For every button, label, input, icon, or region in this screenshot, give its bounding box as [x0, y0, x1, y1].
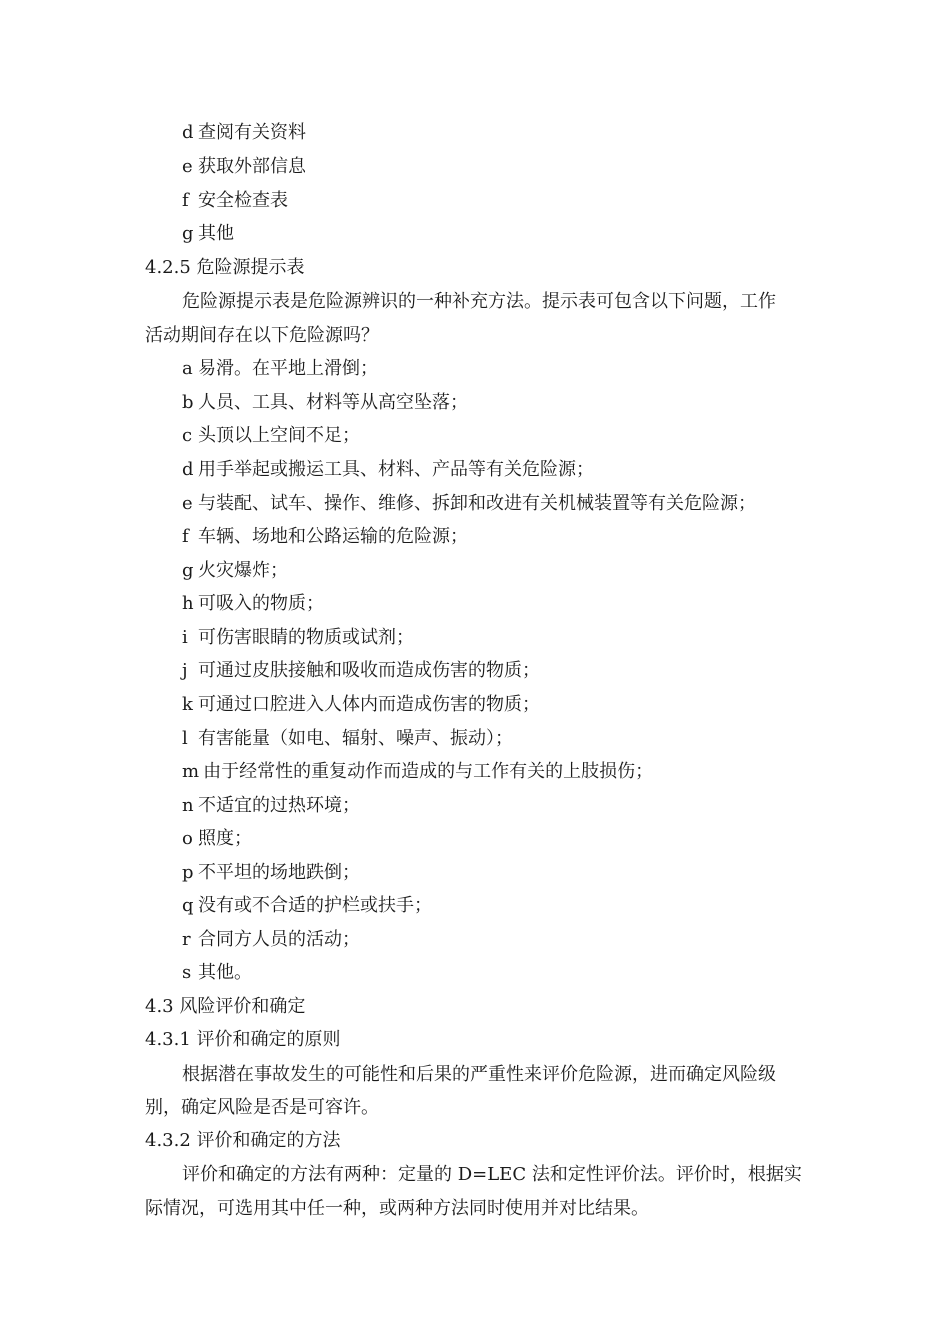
list-item-letter: d	[182, 122, 194, 143]
list-item	[182, 525, 468, 549]
section-heading: 4.2.5 危险源提示表	[145, 257, 305, 278]
list-item	[182, 189, 288, 213]
list-item-text: 其他。	[198, 962, 252, 983]
list-item-letter: e	[182, 156, 193, 177]
list-item-text: 易滑。在平地上滑倒；	[198, 358, 378, 379]
list-item-letter: j	[182, 660, 188, 681]
section-heading: 4.3.1 评价和确定的原则	[145, 1029, 341, 1050]
list-item	[182, 760, 653, 784]
list-item	[182, 894, 432, 918]
list-item-text: 有害能量（如电、辐射、噪声、振动）；	[198, 728, 513, 749]
list-item-letter: e	[182, 493, 193, 514]
list-item-text: 可伤害眼睛的物质或试剂；	[198, 627, 414, 648]
list-item-text: 与装配、试车、操作、维修、拆卸和改进有关机械装置等有关危险源；	[198, 493, 756, 514]
list-item-letter: k	[182, 694, 193, 715]
section-heading: 4.3.2 评价和确定的方法	[145, 1130, 341, 1151]
list-item-text: 其他	[198, 223, 234, 244]
list-item	[182, 928, 360, 952]
list-item	[182, 357, 378, 381]
list-item-text: 可通过口腔进入人体内而造成伤害的物质；	[198, 694, 540, 715]
paragraph-line: 别，确定风险是否是可容许。	[145, 1097, 379, 1118]
paragraph-line: 根据潜在事故发生的可能性和后果的严重性来评价危险源，进而确定风险级	[182, 1064, 776, 1085]
list-item-letter: h	[182, 593, 194, 614]
list-item	[182, 693, 540, 717]
list-item-letter: f	[182, 526, 189, 547]
list-item-text: 不适宜的过热环境；	[198, 795, 360, 816]
list-item-letter: s	[182, 962, 192, 983]
list-item-text: 查阅有关资料	[198, 122, 306, 143]
list-item	[182, 559, 288, 583]
list-item-text: 没有或不合适的护栏或扶手；	[198, 895, 432, 916]
list-item-text: 安全检查表	[198, 190, 288, 211]
list-item-text: 由于经常性的重复动作而造成的与工作有关的上肢损伤；	[203, 761, 654, 782]
list-item-letter: b	[182, 392, 194, 413]
list-item-text: 人员、工具、材料等从高空坠落；	[198, 392, 468, 413]
list-item-letter: c	[182, 425, 193, 446]
list-item-text: 可通过皮肤接触和吸收而造成伤害的物质；	[198, 660, 540, 681]
list-item	[182, 727, 513, 751]
list-item	[182, 391, 468, 415]
list-item	[182, 121, 306, 145]
list-item-letter: i	[182, 627, 188, 648]
list-item	[182, 861, 360, 885]
list-item	[182, 492, 756, 516]
list-item-text: 照度；	[198, 828, 252, 849]
paragraph-line: 评价和确定的方法有两种：定量的 D=LEC 法和定性评价法。评价时，根据实	[182, 1164, 802, 1185]
list-item-text: 不平坦的场地跌倒；	[198, 862, 360, 883]
list-item	[182, 794, 360, 818]
list-item	[182, 961, 252, 985]
list-item-letter: d	[182, 459, 194, 480]
list-item-text: 车辆、场地和公路运输的危险源；	[198, 526, 468, 547]
list-item	[182, 458, 594, 482]
list-item	[182, 659, 540, 683]
paragraph-line: 际情况，可选用其中任一种，或两种方法同时使用并对比结果。	[145, 1198, 649, 1219]
list-item-letter: o	[182, 828, 193, 849]
paragraph-line: 活动期间存在以下危险源吗？	[145, 325, 379, 346]
list-item	[182, 424, 360, 448]
list-item	[182, 592, 324, 616]
list-item-text: 合同方人员的活动；	[198, 929, 360, 950]
list-item	[182, 222, 234, 246]
section-heading: 4.3 风险评价和确定	[145, 996, 306, 1017]
list-item-text: 获取外部信息	[198, 156, 306, 177]
list-item	[182, 626, 414, 650]
list-item-text: 用手举起或搬运工具、材料、产品等有关危险源；	[198, 459, 594, 480]
list-item	[182, 827, 252, 851]
list-item-letter: g	[182, 560, 194, 581]
list-item	[182, 155, 306, 179]
list-item-text: 可吸入的物质；	[198, 593, 324, 614]
list-item-text: 头顶以上空间不足；	[198, 425, 360, 446]
paragraph-line: 危险源提示表是危险源辨识的一种补充方法。提示表可包含以下问题，工作	[182, 291, 776, 312]
list-item-letter: g	[182, 223, 194, 244]
list-item-letter: m	[182, 761, 200, 782]
list-item-letter: f	[182, 190, 189, 211]
list-item-letter: p	[182, 862, 194, 883]
list-item-letter: r	[182, 929, 191, 950]
list-item-letter: q	[182, 895, 194, 916]
list-item-letter: l	[182, 728, 188, 749]
list-item-text: 火灾爆炸；	[198, 560, 288, 581]
list-item-letter: n	[182, 795, 194, 816]
list-item-letter: a	[182, 358, 193, 379]
